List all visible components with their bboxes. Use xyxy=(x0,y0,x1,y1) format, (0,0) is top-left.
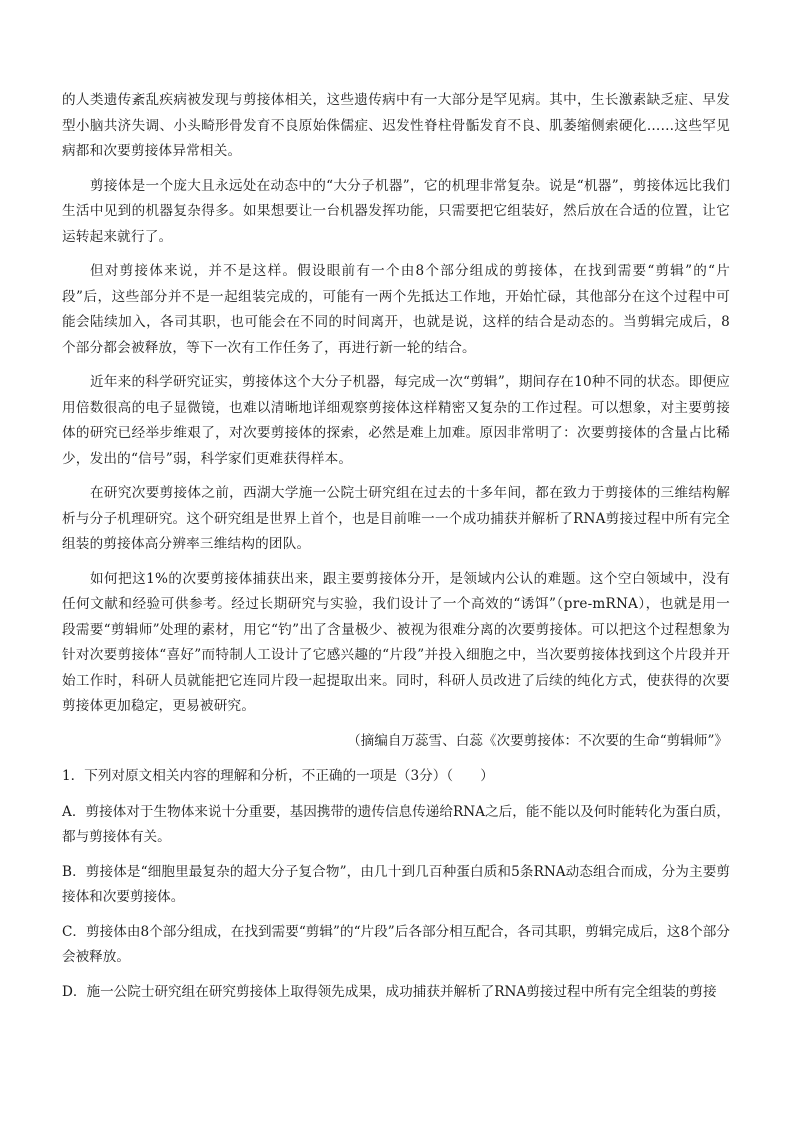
article-source: （摘编自万蕊雪、白蕊《次要剪接体：不次要的生命“剪辑师”》 xyxy=(347,732,728,749)
question-stem: 1．下列对原文相关内容的理解和分析，不正确的一项是（3分）（ ） xyxy=(62,768,494,784)
article-paragraph-1: 的人类遗传紊乱疾病被发现与剪接体相关，这些遗传病中有一大部分是罕见病。其中，生长激素缺乏症、早发型小脑共济失调、小头畸形骨发育不良原始侏儒症、迟发性脊柱骨骺发育不良、肌萎缩侧索硬化……这些罕见病都和次要剪接体异常相关。 xyxy=(62,92,730,159)
article-paragraph-4: 近年来的科学研究证实，剪接体这个大分子机器，每完成一次“剪辑”，期间存在10种不同的状态。即便应用倍数很高的电子显微镜，也难以清晰地详细观察剪接体这样精密又复杂的工作过程。可以想象，对主要剪接体的研究已经举步维艰了，对次要剪接体的探索，必然是难上加难。原因非常明了：次要剪接体的含量占比稀少，发出的“信号”弱，科学家们更难获得样本。 xyxy=(62,374,730,467)
option-d: D．施一公院士研究组在研究剪接体上取得领先成果，成功捕获并解析了RNA剪接过程中所有完全组装的剪接 xyxy=(62,983,717,1000)
article-paragraph-2: 剪接体是一个庞大且永远处在动态中的“大分子机器”，它的机理非常复杂。说是“机器”，剪接体远比我们生活中见到的机器复杂得多。如果想要让一台机器发挥功能，只需要把它组装好，然后放在合适的位置，让它运转起来就行了。 xyxy=(62,177,730,245)
option-b: B．剪接体是“细胞里最复杂的超大分子复合物”，由几十到几百种蛋白质和5条RNA动态组合而成，分为主要剪接体和次要剪接体。 xyxy=(62,863,730,905)
option-c: C．剪接体由8个部分组成，在找到需要“剪辑”的“片段”后各部分相互配合，各司其职，剪辑完成后，这8个部分会被释放。 xyxy=(62,923,730,965)
article-paragraph-3: 但对剪接体来说，并不是这样。假设眼前有一个由8个部分组成的剪接体，在找到需要“剪辑”的“片段”后，这些部分并不是一起组装完成的，可能有一两个先抵达工作地，开始忙碌，其他部分在这个过程中可能会陆续加入，各司其职，也可能会在不同的时间离开，也就是说，这样的结合是动态的。当剪辑完成后，8个部分都会被释放，等下一次有工作任务了，再进行新一轮的结合。 xyxy=(62,263,730,356)
option-a: A．剪接体对于生物体来说十分重要，基因携带的遗传信息传递给RNA之后，能不能以及何时能转化为蛋白质，都与剪接体有关。 xyxy=(62,803,730,845)
document-page xyxy=(62,88,730,1014)
article-paragraph-5: 在研究次要剪接体之前，西湖大学施一公院士研究组在过去的十多年间，都在致力于剪接体的三维结构解析与分子机理研究。这个研究组是世界上首个，也是目前唯一一个成功捕获并解析了RNA剪接过程中所有完全组装的剪接体高分辨率三维结构的团队。 xyxy=(62,485,730,552)
article-paragraph-6: 如何把这1%的次要剪接体捕获出来，跟主要剪接体分开，是领域内公认的难题。这个空白领域中，没有任何文献和经验可供参考。经过长期研究与实验，我们设计了一个高效的“诱饵”（pre-mRNA），也就是用一段需要“剪辑师”处理的素材，用它“钓”出了含量极少、被视为很难分离的次要剪接体。可以把这个过程想象为针对次要剪接体“喜好”而特制人工设计了它感兴趣的“片段”并投入细胞之中，当次要剪接体找到这个片段并开始工作时，科研人员就能把它连同片段一起提取出来。同时，科研人员改进了后续的纯化方式，使获得的次要剪接体更加稳定，更易被研究。 xyxy=(62,570,730,714)
